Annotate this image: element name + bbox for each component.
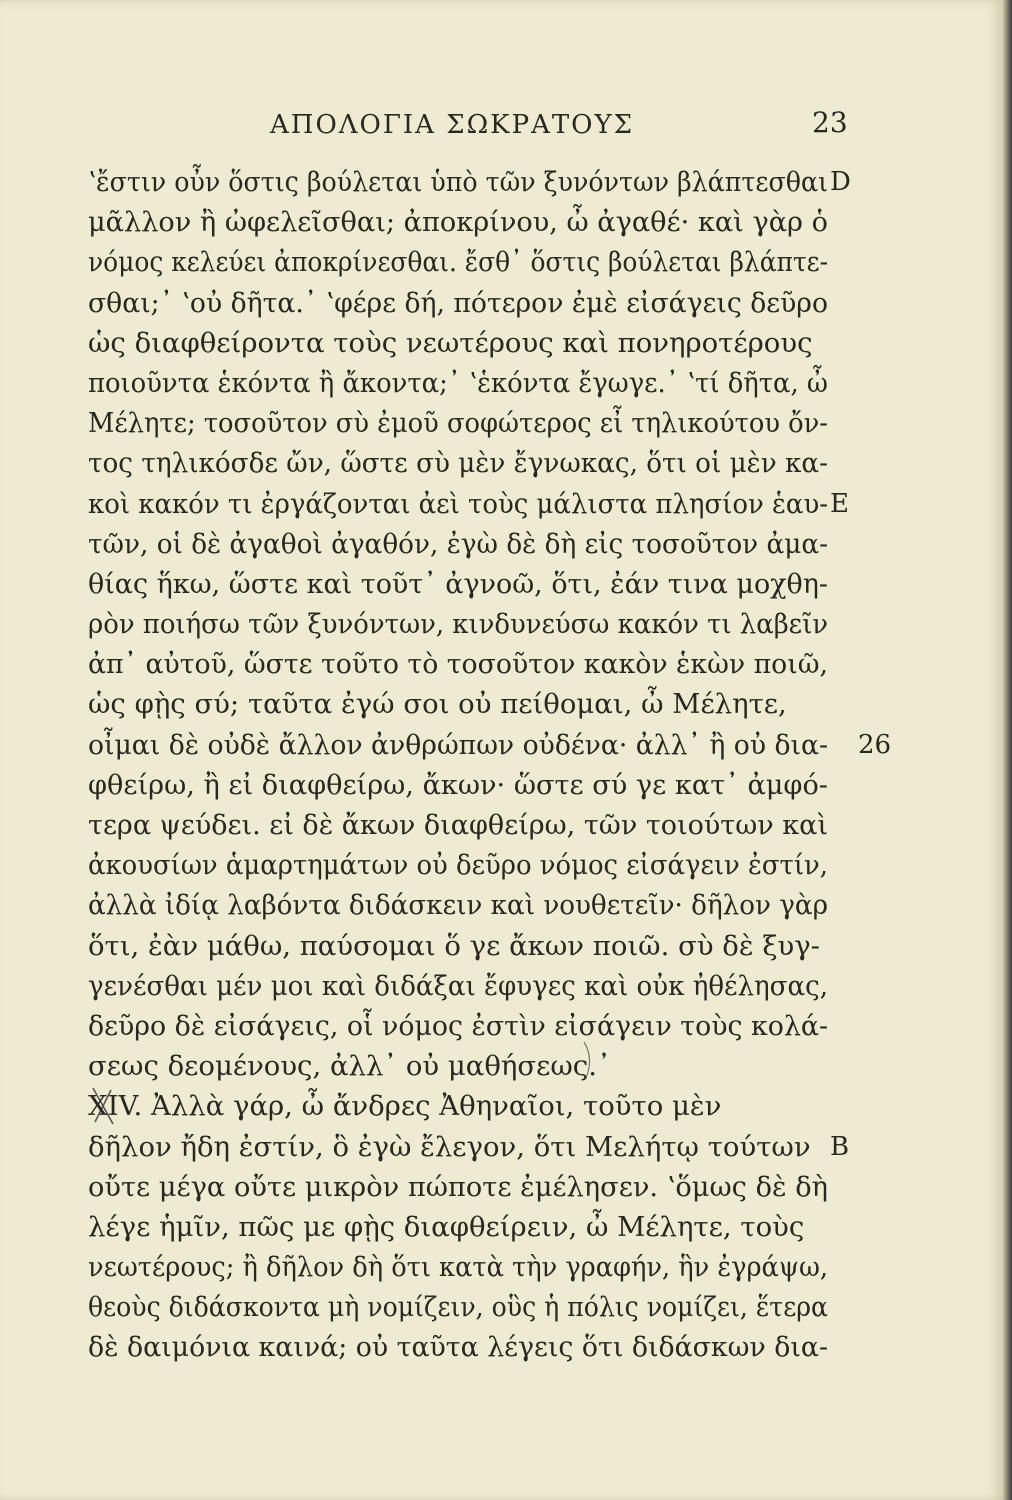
line-text: ʽἔστιν οὖν ὅστις βούλεται ὑπὸ τῶν ξυνόντων βλάπτεσθαι	[88, 166, 828, 198]
text-line	[88, 564, 848, 604]
line-text: τῶν, οἱ δὲ ἀγαθοὶ ἀγαθόν, ἐγὼ δὲ δὴ εἰς τοσοῦτον ἀμα-	[88, 527, 828, 560]
text-line	[88, 644, 848, 684]
line-text: νεωτέρους; ἢ δῆλον δὴ ὅτι κατὰ τὴν γραφήν, ἣν ἐγράψω,	[88, 1251, 828, 1284]
text-line	[88, 202, 848, 242]
line-text: ἀλλὰ ἰδίᾳ λαβόντα διδάσκειν καὶ νουθετεῖν· δῆλον γὰρ	[88, 889, 828, 922]
line-text: ποιοῦντα ἑκόντα ἢ ἄκοντα;᾽ ʽἑκόντα ἔγωγε.᾽ ʽτί δῆτα, ὦ	[88, 366, 828, 399]
line-text: ὡς φῂς σύ; ταῦτα ἐγώ σοι οὐ πείθομαι, ὦ Μέλητε,	[88, 688, 787, 721]
line-text: Μέλητε; τοσοῦτον σὺ ἐμοῦ σοφώτερος εἶ τηλικούτου ὄν-	[88, 407, 828, 440]
text-line	[88, 805, 848, 845]
line-text: φθείρω, ἢ εἰ διαφθείρω, ἄκων· ὥστε σύ γε κατ᾽ ἀμφό-	[88, 768, 828, 801]
text-line	[88, 1327, 848, 1367]
text-line	[88, 283, 848, 323]
text-line	[88, 1207, 848, 1247]
line-text: τερα ψεύδει. εἰ δὲ ἄκων διαφθείρω, τῶν τοιούτων καὶ	[88, 809, 828, 841]
line-text: μᾶλλον ἢ ὠφελεῖσθαι; ἀποκρίνου, ὦ ἀγαθέ· καὶ γὰρ ὁ	[88, 206, 828, 239]
text-line	[88, 684, 848, 724]
text-line	[88, 725, 892, 765]
text-line	[88, 604, 848, 644]
line-text: θεοὺς διδάσκοντα μὴ νομίζειν, οὓς ἡ πόλις νομίζει, ἕτερα	[88, 1291, 828, 1324]
line-text: νόμος κελεύει ἀποκρίνεσθαι. ἔσθ᾽ ὅστις βούλεται βλάπτε-	[88, 246, 828, 279]
margin-marker: B	[830, 1131, 850, 1162]
text-line	[88, 1127, 848, 1167]
text-line	[88, 323, 848, 363]
line-text: σθαι;᾽ ʽοὐ δῆτα.᾽ ʽφέρε δή, πότερον ἐμὲ εἰσάγεις δεῦρο	[88, 286, 828, 319]
running-title: ΑΠΟΛΟΓΙΑ ΣΩΚΡΑΤΟΥΣ	[270, 110, 635, 140]
margin-marker: 26	[858, 729, 892, 760]
margin-marker: D	[830, 167, 851, 197]
text-line	[88, 363, 848, 403]
line-text: δὲ δαιμόνια καινά; οὐ ταῦτα λέγεις ὅτι διδάσκων δια-	[88, 1331, 828, 1364]
text-line	[88, 524, 848, 564]
text-line	[88, 926, 848, 966]
text-line	[88, 403, 848, 443]
text-line	[88, 966, 848, 1006]
text-line	[88, 443, 848, 483]
line-text: δῆλον ἤδη ἐστίν, ὃ ἐγὼ ἔλεγον, ὅτι Μελήτῳ τούτων	[88, 1130, 811, 1163]
margin-marker: E	[830, 488, 849, 519]
running-head	[0, 106, 1003, 150]
line-text: λέγε ἡμῖν, πῶς με φῂς διαφθείρειν, ὦ Μέλητε, τοὺς	[88, 1210, 805, 1243]
line-text: ὡς διαφθείροντα τοὺς νεωτέρους καὶ πονηροτέρους	[88, 326, 813, 359]
line-text: XIV. Ἀλλὰ γάρ, ὦ ἄνδρες Ἀθηναῖοι, τοῦτο μὲν	[88, 1090, 722, 1123]
line-text: γενέσθαι μέν μοι καὶ διδάξαι ἔφυγες καὶ οὐκ ἠθέλησας,	[88, 969, 828, 1002]
line-text: τος τηλικόσδε ὤν, ὥστε σὺ μὲν ἔγνωκας, ὅτι οἱ μὲν κα-	[88, 447, 828, 480]
text-line	[88, 1247, 848, 1287]
line-text: κοὶ κακόν τι ἐργάζονται ἀεὶ τοὺς μάλιστα πλησίον ἑαυ-	[88, 487, 828, 520]
line-text: ἀπ᾽ αὐτοῦ, ὥστε τοῦτο τὸ τοσοῦτον κακὸν ἑκὼν ποιῶ,	[88, 648, 828, 681]
text-line	[88, 1167, 848, 1207]
text-line	[88, 885, 848, 925]
line-text: δεῦρο δὲ εἰσάγεις, οἷ νόμος ἐστὶν εἰσάγειν τοὺς κολά-	[88, 1009, 828, 1042]
text-line	[88, 765, 848, 805]
greek-text-block	[88, 162, 892, 1368]
line-text: ρὸν ποιήσω τῶν ξυνόντων, κινδυνεύσω κακόν τι λαβεῖν	[88, 608, 828, 641]
page-edge	[1003, 0, 1012, 1500]
line-text: οἶμαι δὲ οὐδὲ ἄλλον ἀνθρώπων οὐδένα· ἀλλ᾽ ἢ οὐ δια-	[88, 728, 828, 761]
line-text: οὔτε μέγα οὔτε μικρὸν πώποτε ἐμέλησεν. ʽὅμως δὲ δὴ	[88, 1170, 828, 1203]
text-line	[88, 1046, 848, 1086]
text-line	[88, 1006, 848, 1046]
text-line	[88, 242, 848, 282]
line-text: ὅτι, ἐὰν μάθω, παύσομαι ὅ γε ἄκων ποιῶ. σὺ δὲ ξυγ-	[88, 929, 820, 962]
section-heading-line	[88, 1086, 848, 1126]
line-text: θίας ἥκω, ὥστε καὶ τοῦτ᾽ ἀγνοῶ, ὅτι, ἐάν τινα μοχθη-	[88, 567, 828, 600]
line-text: ἀκουσίων ἁμαρτημάτων οὐ δεῦρο νόμος εἰσάγειν ἐστίν,	[88, 849, 828, 882]
text-line	[88, 162, 851, 202]
page-number: 23	[812, 106, 848, 139]
text-line	[88, 1287, 848, 1327]
text-line	[88, 484, 848, 524]
line-text: σεως δεομένους, ἀλλ᾽ οὐ μαθήσεως.᾽	[88, 1050, 611, 1083]
text-line	[88, 845, 848, 885]
